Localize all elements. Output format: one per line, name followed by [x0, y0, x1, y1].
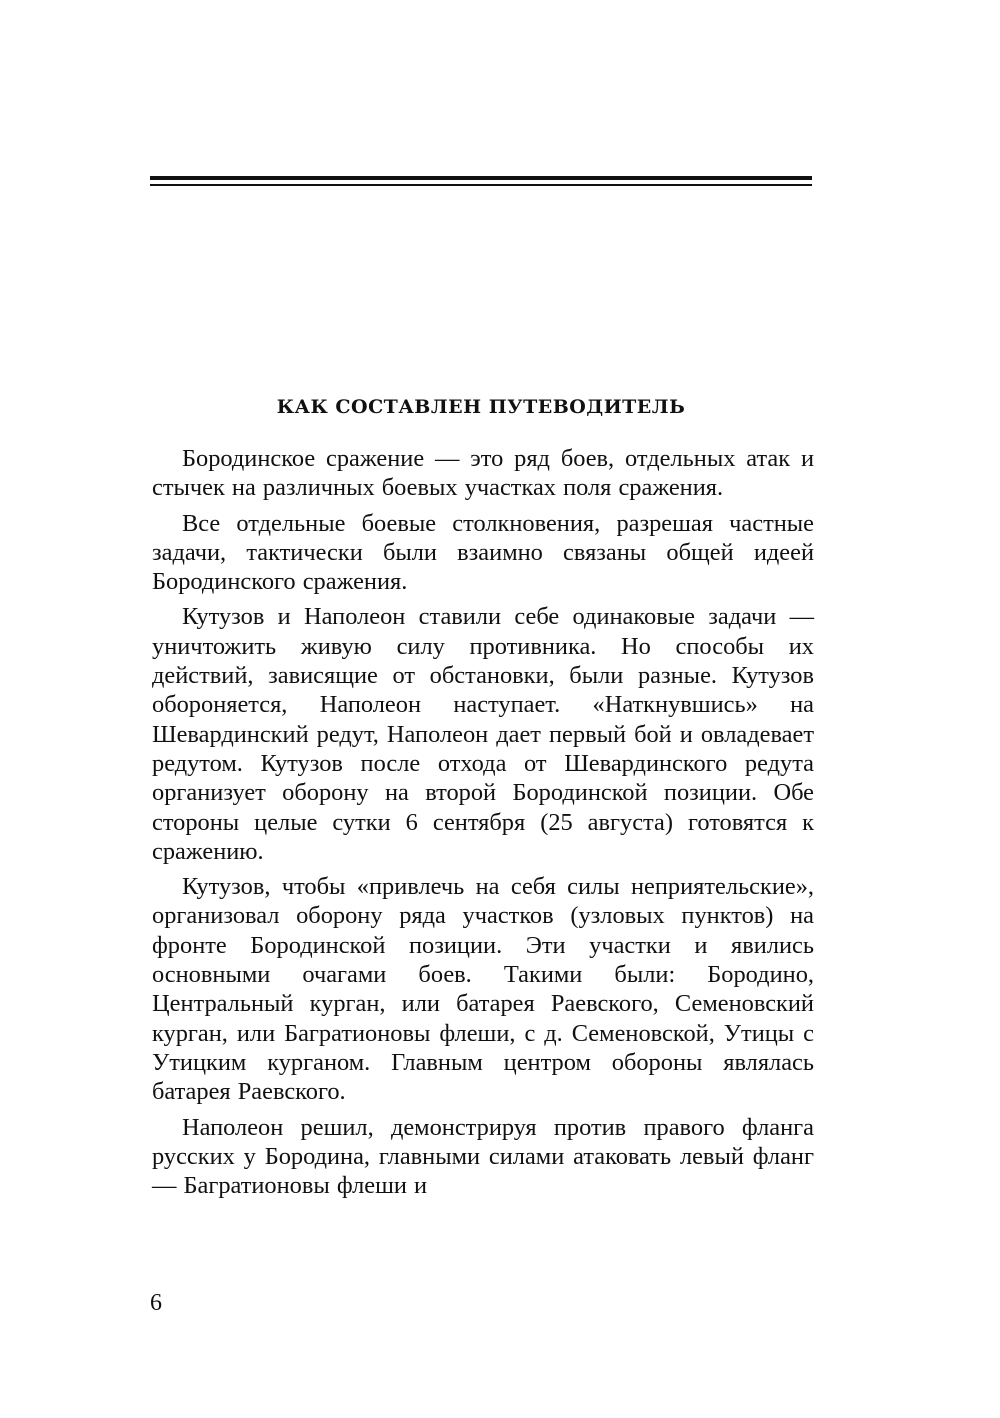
paragraph-2: Все отдельные боевые столкновения, разрешая частные задачи, тактически были взаимно связаны общей идеей Бородинского сражения.: [152, 509, 814, 596]
paragraph-4: Кутузов, чтобы «привлечь на себя силы неприятельские», организовал оборону ряда участков (узловых пунктов) на фронте Бородинской позиции. Эти участки и явились основными очагами боев. Такими были: Бородино, Центральный курган, или батарея Раевского, Семеновский курган, или Багратионовы флеши, с д. Семеновской, Утицы с Утицким курганом. Главным центром обороны являлась батарея Раевского.: [152, 873, 814, 1106]
top-rule-thick: [150, 176, 812, 180]
paragraph-5: Наполеон решил, демонстрируя против правого фланга русских у Бородина, главными силами атаковать левый фланг — Багратионовы флеши и: [152, 1113, 814, 1200]
page-number: 6: [150, 1290, 162, 1316]
paragraph-3: Кутузов и Наполеон ставили себе одинаковые задачи — уничтожить живую силу противника. Но способы их действий, зависящие от обстановки, были разные. Кутузов обороняется, Наполеон наступает. «Наткнувшись» на Шевардинский редут, Наполеон дает первый бой и овладевает редутом. Кутузов после отхода от Шевардинского редута организует оборону на второй Бородинской позиции. Обе стороны целые сутки 6 сентября (25 августа) готовятся к сражению.: [152, 603, 814, 865]
body-text: [152, 444, 814, 1206]
paragraph-1: Бородинское сражение — это ряд боев, отдельных атак и стычек на различных боевых участках поля сражения.: [152, 445, 814, 502]
section-heading: КАК СОСТАВЛЕН ПУТЕВОДИТЕЛЬ: [276, 396, 686, 418]
top-rule-thin: [150, 184, 812, 186]
